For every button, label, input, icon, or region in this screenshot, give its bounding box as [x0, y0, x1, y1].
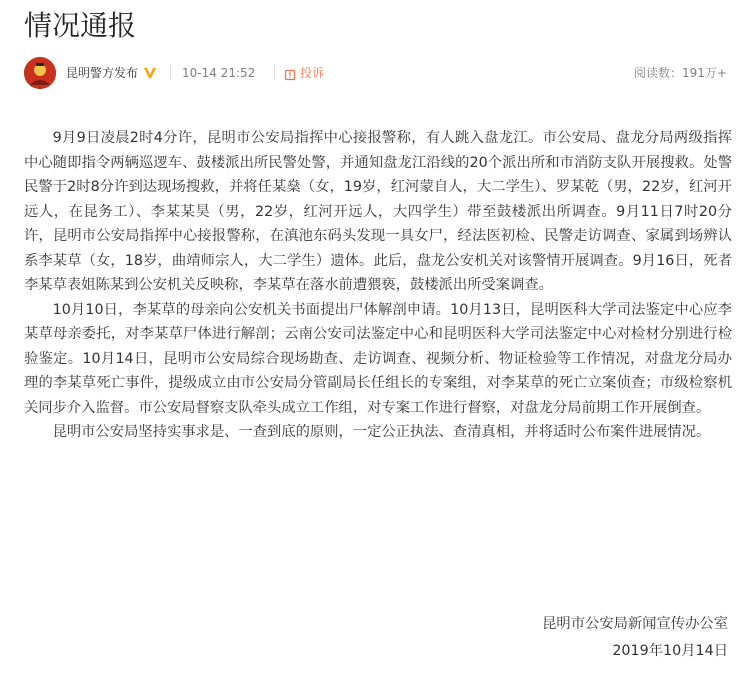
signature: [542, 611, 728, 665]
post-meta: [24, 57, 729, 91]
article-body: [24, 126, 732, 445]
signature-org: 昆明市公安局新闻宣传办公室: [542, 616, 728, 632]
divider: [170, 65, 171, 79]
police-avatar-icon: [24, 57, 56, 89]
report-link[interactable]: 投诉: [300, 66, 325, 80]
verified-v-icon: [143, 65, 157, 79]
signature-date: 2019年10月14日: [612, 643, 728, 659]
page-title: 情况通报: [24, 9, 137, 42]
author-name[interactable]: 昆明警方发布: [66, 66, 139, 80]
paragraph: 9月9日凌晨2时4分许，昆明市公安局指挥中心接报警称，有人跳入盘龙江。市公安局、盘龙分局两级指挥中心随即指令两辆巡逻车、鼓楼派出所民警处警，并通知盘龙江沿线的20个派出所和市消防支队开展搜救。处警民警于2时8分许到达现场搜救，并将任某燊（女，19岁，红河蒙自人，大二学生）、罗某乾（男，22岁，红河开远人，在昆务工）、李某某昊（男，22岁，红河开远人，大四学生）带至鼓楼派出所调查。9月11日7时20分许，昆明市公安局指挥中心接报警称，在滇池东码头发现一具女尸，经法医初检、民警走访调查、家属到场辨认系李某草（女，18岁，曲靖师宗人，大二学生）遗体。此后，盘龙公安机关对该警情开展调查。9月16日，死者李某草表姐陈某到公安机关反映称，李某草在落水前遭猥亵，鼓楼派出所受案调查。: [24, 130, 732, 293]
divider: [274, 65, 275, 79]
post-time: 10-14 21:52: [182, 66, 256, 80]
avatar[interactable]: [24, 57, 56, 89]
paragraph: 10月10日，李某草的母亲向公安机关书面提出尸体解剖申请。10月13日，昆明医科大学司法鉴定中心应李某草母亲委托，对李某草尸体进行解剖；云南公安司法鉴定中心和昆明医科大学司法鉴定中心对检材分别进行检验鉴定。10月14日，昆明市公安局综合现场勘查、走访调查、视频分析、物证检验等工作情况，对盘龙分局办理的李某草死亡事件，提级成立由市公安局分管副局长任组长的专案组，对李某草的死亡立案侦查；市级检察机关同步介入监督。市公安局督察支队牵头成立工作组，对专案工作进行督察，对盘龙分局前期工作开展倒查。: [24, 301, 732, 416]
view-count: 阅读数：191万+: [634, 66, 727, 80]
paragraph: 昆明市公安局坚持实事求是、一查到底的原则，一定公正执法、查清真相，并将适时公布案件进展情况。: [52, 424, 711, 440]
report-icon[interactable]: [284, 66, 296, 78]
